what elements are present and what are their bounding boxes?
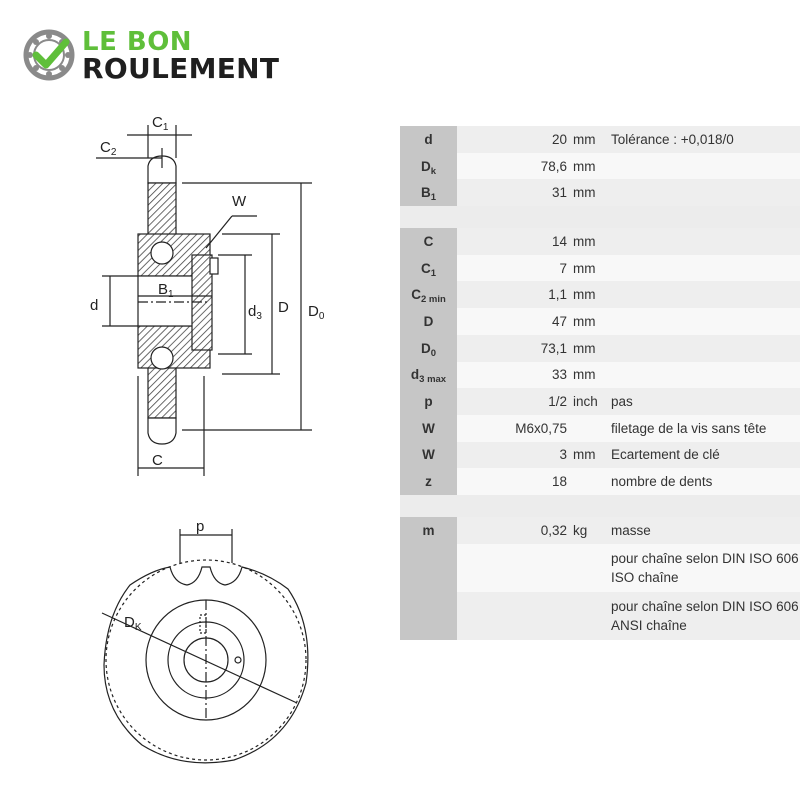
label-c: C xyxy=(152,452,163,469)
table-row: W M6x0,75 filetage de la vis sans tête xyxy=(400,415,800,442)
table-row: $C_1$ 7 mm xyxy=(400,255,800,282)
table-row: $C_{2 min}$ 1,1 mm xyxy=(400,281,800,308)
table-row: $D_k$ 78,6 mm xyxy=(400,153,800,180)
label-d0: $D_0$ xyxy=(308,303,325,322)
table-spacer xyxy=(400,206,800,228)
label-w: W xyxy=(232,193,247,210)
table-row: $d_{3 max}$ 33 mm xyxy=(400,362,800,389)
label-dk: $D_K$ xyxy=(124,614,142,633)
label-d3: $d_3$ xyxy=(248,303,262,322)
label-c2: $C_2$ xyxy=(100,139,117,158)
sprocket-section-drawing xyxy=(82,108,352,488)
label-big-d: D xyxy=(278,299,289,316)
brand-line-1: LE BON xyxy=(82,27,193,57)
table-row: p 1/2 inch pas xyxy=(400,388,800,415)
sprocket-front-drawing xyxy=(92,515,322,770)
table-row: $D_0$ 73,1 mm xyxy=(400,335,800,362)
brand-logo xyxy=(22,26,302,86)
table-row: pour chaîne selon DIN ISO 606 ISO chaîne xyxy=(400,544,800,592)
spec-table xyxy=(400,126,800,640)
table-row: W 3 mm Ecartement de clé xyxy=(400,442,800,469)
label-c1: $C_1$ xyxy=(152,114,169,133)
brand-line-2: ROULEMENT xyxy=(82,52,280,85)
label-b1: $B_1$ xyxy=(158,281,174,300)
table-row: d 20 mm Tolérance : +0,018/0 xyxy=(400,126,800,153)
table-row: m 0,32 kg masse xyxy=(400,517,800,544)
label-d: d xyxy=(90,297,99,314)
label-p: p xyxy=(196,518,205,535)
table-spacer xyxy=(400,495,800,517)
table-row: D 47 mm xyxy=(400,308,800,335)
table-row: $B_1$ 31 mm xyxy=(400,179,800,206)
check-bearing-icon xyxy=(22,28,76,82)
table-row: z 18 nombre de dents xyxy=(400,468,800,495)
table-row: pour chaîne selon DIN ISO 606 ANSI chaîne xyxy=(400,592,800,640)
table-row: C 14 mm xyxy=(400,228,800,255)
